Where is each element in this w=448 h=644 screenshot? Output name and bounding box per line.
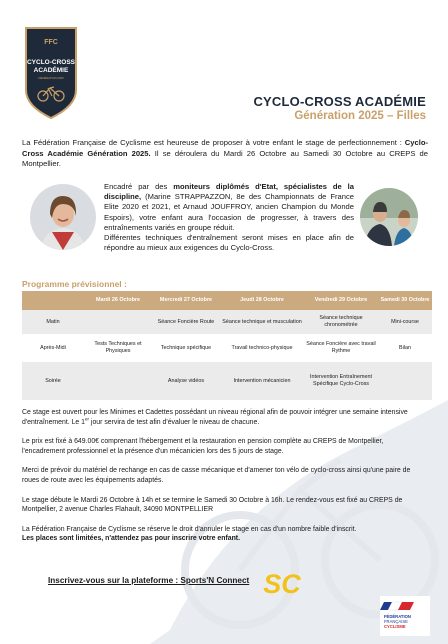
ffc-logo-line2: FRANÇAISE bbox=[384, 619, 408, 624]
table-row bbox=[22, 310, 432, 334]
notice-text: La Fédération Française de Cyclisme se réserve le droit d'annuler le stage en cas d'un nombre faible d'inscrit. bbox=[22, 525, 357, 533]
table-cell: Séance Foncière Route bbox=[152, 310, 220, 334]
ffc-logo-line1: FÉDÉRATION bbox=[384, 614, 411, 619]
table-cell: Séance Foncière avec travail Rythme bbox=[304, 334, 378, 362]
badge-line2: ACADÉMIE bbox=[33, 67, 69, 74]
ordinal-superscript: er bbox=[85, 416, 90, 422]
program-label: Programme prévisionnel : bbox=[22, 279, 127, 289]
table-cell: Séance technique chronométrée bbox=[304, 310, 378, 334]
table-cell: Intervention Entraînement Spécifique Cyclo-Cross bbox=[304, 362, 378, 400]
price-paragraph: Le prix est fixé à 649.00€ comprenant l'hébergement et la restauration en pension complète au CREPS de Montpellier, l'encadrement professionnel et la présence d'un mécanicien lors des 5 jours de stage. bbox=[22, 438, 384, 455]
coach-with-bike-photo bbox=[360, 188, 418, 246]
table-cell: Technique spécifique bbox=[152, 334, 220, 362]
table-cell bbox=[378, 362, 432, 400]
eligibility-text-2: jour servira de test afin d'évaluer le niveau de chacune. bbox=[89, 418, 260, 426]
table-cell: Intervention mécanicien bbox=[220, 362, 304, 400]
notice-bold: Les places sont limitées, n'attendez pas pour inscrire votre enfant. bbox=[22, 535, 240, 543]
eligibility-text-1: Ce stage est ouvert pour les Minimes et Cadettes possédant un niveau régional afin de pouvoir intégrer une semaine intensive d'entraînement. Le 1 bbox=[22, 409, 408, 426]
coaching-description bbox=[104, 182, 354, 253]
coaching-text-2: (Marine STRAPPAZZON, 8e des Championnats de France Elite 2020 et 2021, et Arnaud JOUFFROY, ancien Champion du Monde Espoirs), votre enfant aura l'occasion de progresser, à travers des entraînements variés en groupe réduit. bbox=[104, 192, 354, 232]
registration-link[interactable]: Inscrivez-vous sur la plateforme : Sports'N Connect bbox=[48, 576, 250, 585]
row-label: Matin bbox=[22, 310, 84, 334]
notice-paragraph bbox=[22, 525, 428, 544]
table-header-cell: Samedi 30 Octobre bbox=[378, 291, 432, 310]
table-cell bbox=[84, 310, 152, 334]
table-row bbox=[22, 334, 432, 362]
ffc-logo-line3: CYCLISME bbox=[384, 624, 406, 629]
badge-org: FFC bbox=[44, 39, 58, 46]
coaching-text-1: Encadré par des bbox=[104, 182, 174, 191]
training-paragraph: Différentes techniques d'entraînement seront mises en place afin de répondre au mieux aux exigences du Cyclo-Cross. bbox=[104, 233, 354, 253]
table-cell: Séance technique et musculation bbox=[220, 310, 304, 334]
table-header-cell: Mercredi 27 Octobre bbox=[152, 291, 220, 310]
ffc-federation-logo bbox=[380, 596, 430, 636]
table-header-cell: Mardi 26 Octobre bbox=[84, 291, 152, 310]
table-header-cell bbox=[22, 291, 84, 310]
table-cell: Travail technico-physique bbox=[220, 334, 304, 362]
table-row bbox=[22, 362, 432, 400]
table-header-row bbox=[22, 291, 432, 310]
table-header-cell: Jeudi 28 Octobre bbox=[220, 291, 304, 310]
eligibility-paragraph bbox=[22, 408, 428, 427]
schedule-paragraph: Le stage débute le Mardi 26 Octobre à 14h et se termine le Samedi 30 Octobre à 16h. Le rendez-vous est fixé au CREPS de Montpellier, 2 avenue Charles Flahault, 34090 MONTPELLIER bbox=[22, 496, 403, 514]
badge-line1: CYCLO-CROSS bbox=[26, 59, 76, 66]
table-header-cell: Vendredi 29 Octobre bbox=[304, 291, 378, 310]
row-label: Soirée bbox=[22, 362, 84, 400]
table-cell: Mini-course bbox=[378, 310, 432, 334]
intro-text-2: Il se déroulera du Mardi 26 Octobre au Samedi 30 Octobre au CREPS de Montpellier. bbox=[22, 148, 428, 169]
details-section bbox=[22, 408, 428, 554]
table-cell: Analyse vidéos bbox=[152, 362, 220, 400]
table-cell: Tests Techniques et Physiques bbox=[84, 334, 152, 362]
coaching-text-bold: moniteurs diplômés d'Etat, spécialistes de la discipline, bbox=[104, 182, 354, 202]
table-cell bbox=[84, 362, 152, 400]
program-schedule-table bbox=[22, 291, 432, 400]
coach-portrait-photo bbox=[30, 184, 96, 250]
intro-text-bold: Cyclo-Cross Académie Génération 2025. bbox=[22, 138, 428, 158]
intro-text-1: La Fédération Française de Cyclisme est heureuse de proposer à votre enfant le stage de perfectionnement : bbox=[22, 138, 405, 147]
row-label: Après-Midi bbox=[22, 334, 84, 362]
equipment-paragraph: Merci de prévoir du matériel de rechange en cas de casse mécanique et d'amener ton vélo de cyclo-cross ainsi qu'une paire de roues de route avec les équipements adaptés. bbox=[22, 467, 411, 484]
document-title: CYCLO-CROSS ACADÉMIE bbox=[253, 94, 426, 109]
cyclo-cross-academie-badge bbox=[20, 24, 82, 120]
sc-logo-text: SC bbox=[263, 569, 301, 598]
table-cell: Bilan bbox=[378, 334, 432, 362]
badge-line3: · GÉNÉRATION 2025 · bbox=[36, 76, 66, 80]
document-subtitle: Génération 2025 – Filles bbox=[294, 110, 426, 122]
coaching-paragraph bbox=[104, 182, 354, 233]
sports-n-connect-logo bbox=[262, 568, 302, 598]
intro-paragraph bbox=[22, 138, 428, 170]
